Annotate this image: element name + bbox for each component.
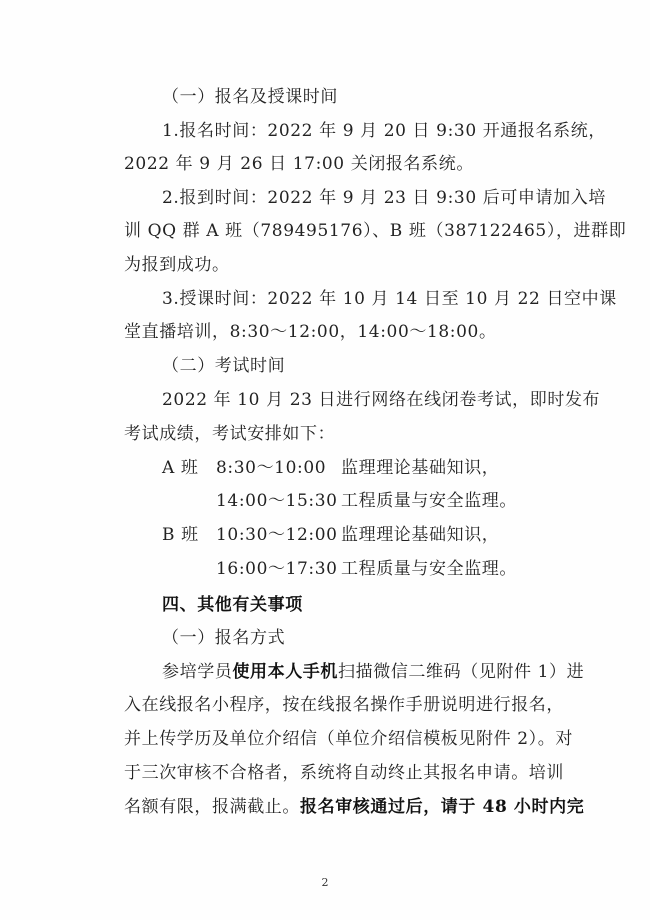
- paragraph-line: 1.报名时间：2022 年 9 月 20 日 9:30 开通报名系统，: [162, 121, 606, 141]
- paragraph-line: 3.授课时间：2022 年 10 月 14 日至 10 月 22 日空中课: [162, 289, 617, 309]
- text-run: 参培学员: [162, 662, 233, 682]
- bold-text-run: 使用本人手机: [232, 662, 339, 682]
- subheading-registration-time: （一）报名及授课时间: [162, 87, 338, 107]
- section-heading-other-matters: 四、其他有关事项: [162, 595, 303, 615]
- schedule-class-b-label: B 班: [162, 525, 199, 545]
- subheading-exam-time: （二）考试时间: [162, 356, 286, 376]
- paragraph-line: 考试成绩，考试安排如下：: [124, 424, 336, 444]
- paragraph-line: 于三次审核不合格者，系统将自动终止其报名申请。培训: [124, 763, 564, 783]
- schedule-time: 16:00～17:30: [216, 559, 338, 579]
- paragraph-line: 训 QQ 群 A 班（789495176）、B 班（387122465），进群即: [124, 221, 627, 241]
- paragraph-line: 并上传学历及单位介绍信（单位介绍信模板见附件 2）。对: [124, 729, 573, 749]
- schedule-time: 8:30～10:00: [216, 458, 327, 478]
- paragraph-line: 为报到成功。: [124, 255, 230, 275]
- paragraph-line: 2022 年 9 月 26 日 17:00 关闭报名系统。: [124, 154, 474, 174]
- bold-text-run: 报名审核通过后，请于 48 小时内完: [300, 797, 585, 817]
- schedule-subject: 监理理论基础知识，: [341, 525, 500, 545]
- schedule-subject: 工程质量与安全监理。: [341, 491, 517, 511]
- paragraph-line: [124, 796, 584, 818]
- schedule-time: 10:30～12:00: [216, 525, 338, 545]
- schedule-class-a-label: A 班: [162, 458, 199, 478]
- text-run: 名额有限，报满截止。: [124, 797, 300, 817]
- paragraph-line: 堂直播培训，8:30～12:00，14:00～18:00。: [124, 322, 497, 342]
- text-run: 扫描微信二维码（见附件 1）进: [338, 662, 585, 682]
- paragraph-line: 入在线报名小程序，按在线报名操作手册说明进行报名，: [124, 695, 564, 715]
- schedule-time: 14:00～15:30: [216, 491, 338, 511]
- page-number: 2: [321, 876, 329, 889]
- schedule-subject: 监理理论基础知识，: [341, 458, 500, 478]
- paragraph-line: [162, 661, 584, 683]
- paragraph-line: 2022 年 10 月 23 日进行网络在线闭卷考试，即时发布: [162, 390, 601, 410]
- schedule-subject: 工程质量与安全监理。: [341, 559, 517, 579]
- subheading-registration-method: （一）报名方式: [162, 628, 286, 648]
- paragraph-line: 2.报到时间：2022 年 9 月 23 日 9:30 后可申请加入培: [162, 188, 606, 208]
